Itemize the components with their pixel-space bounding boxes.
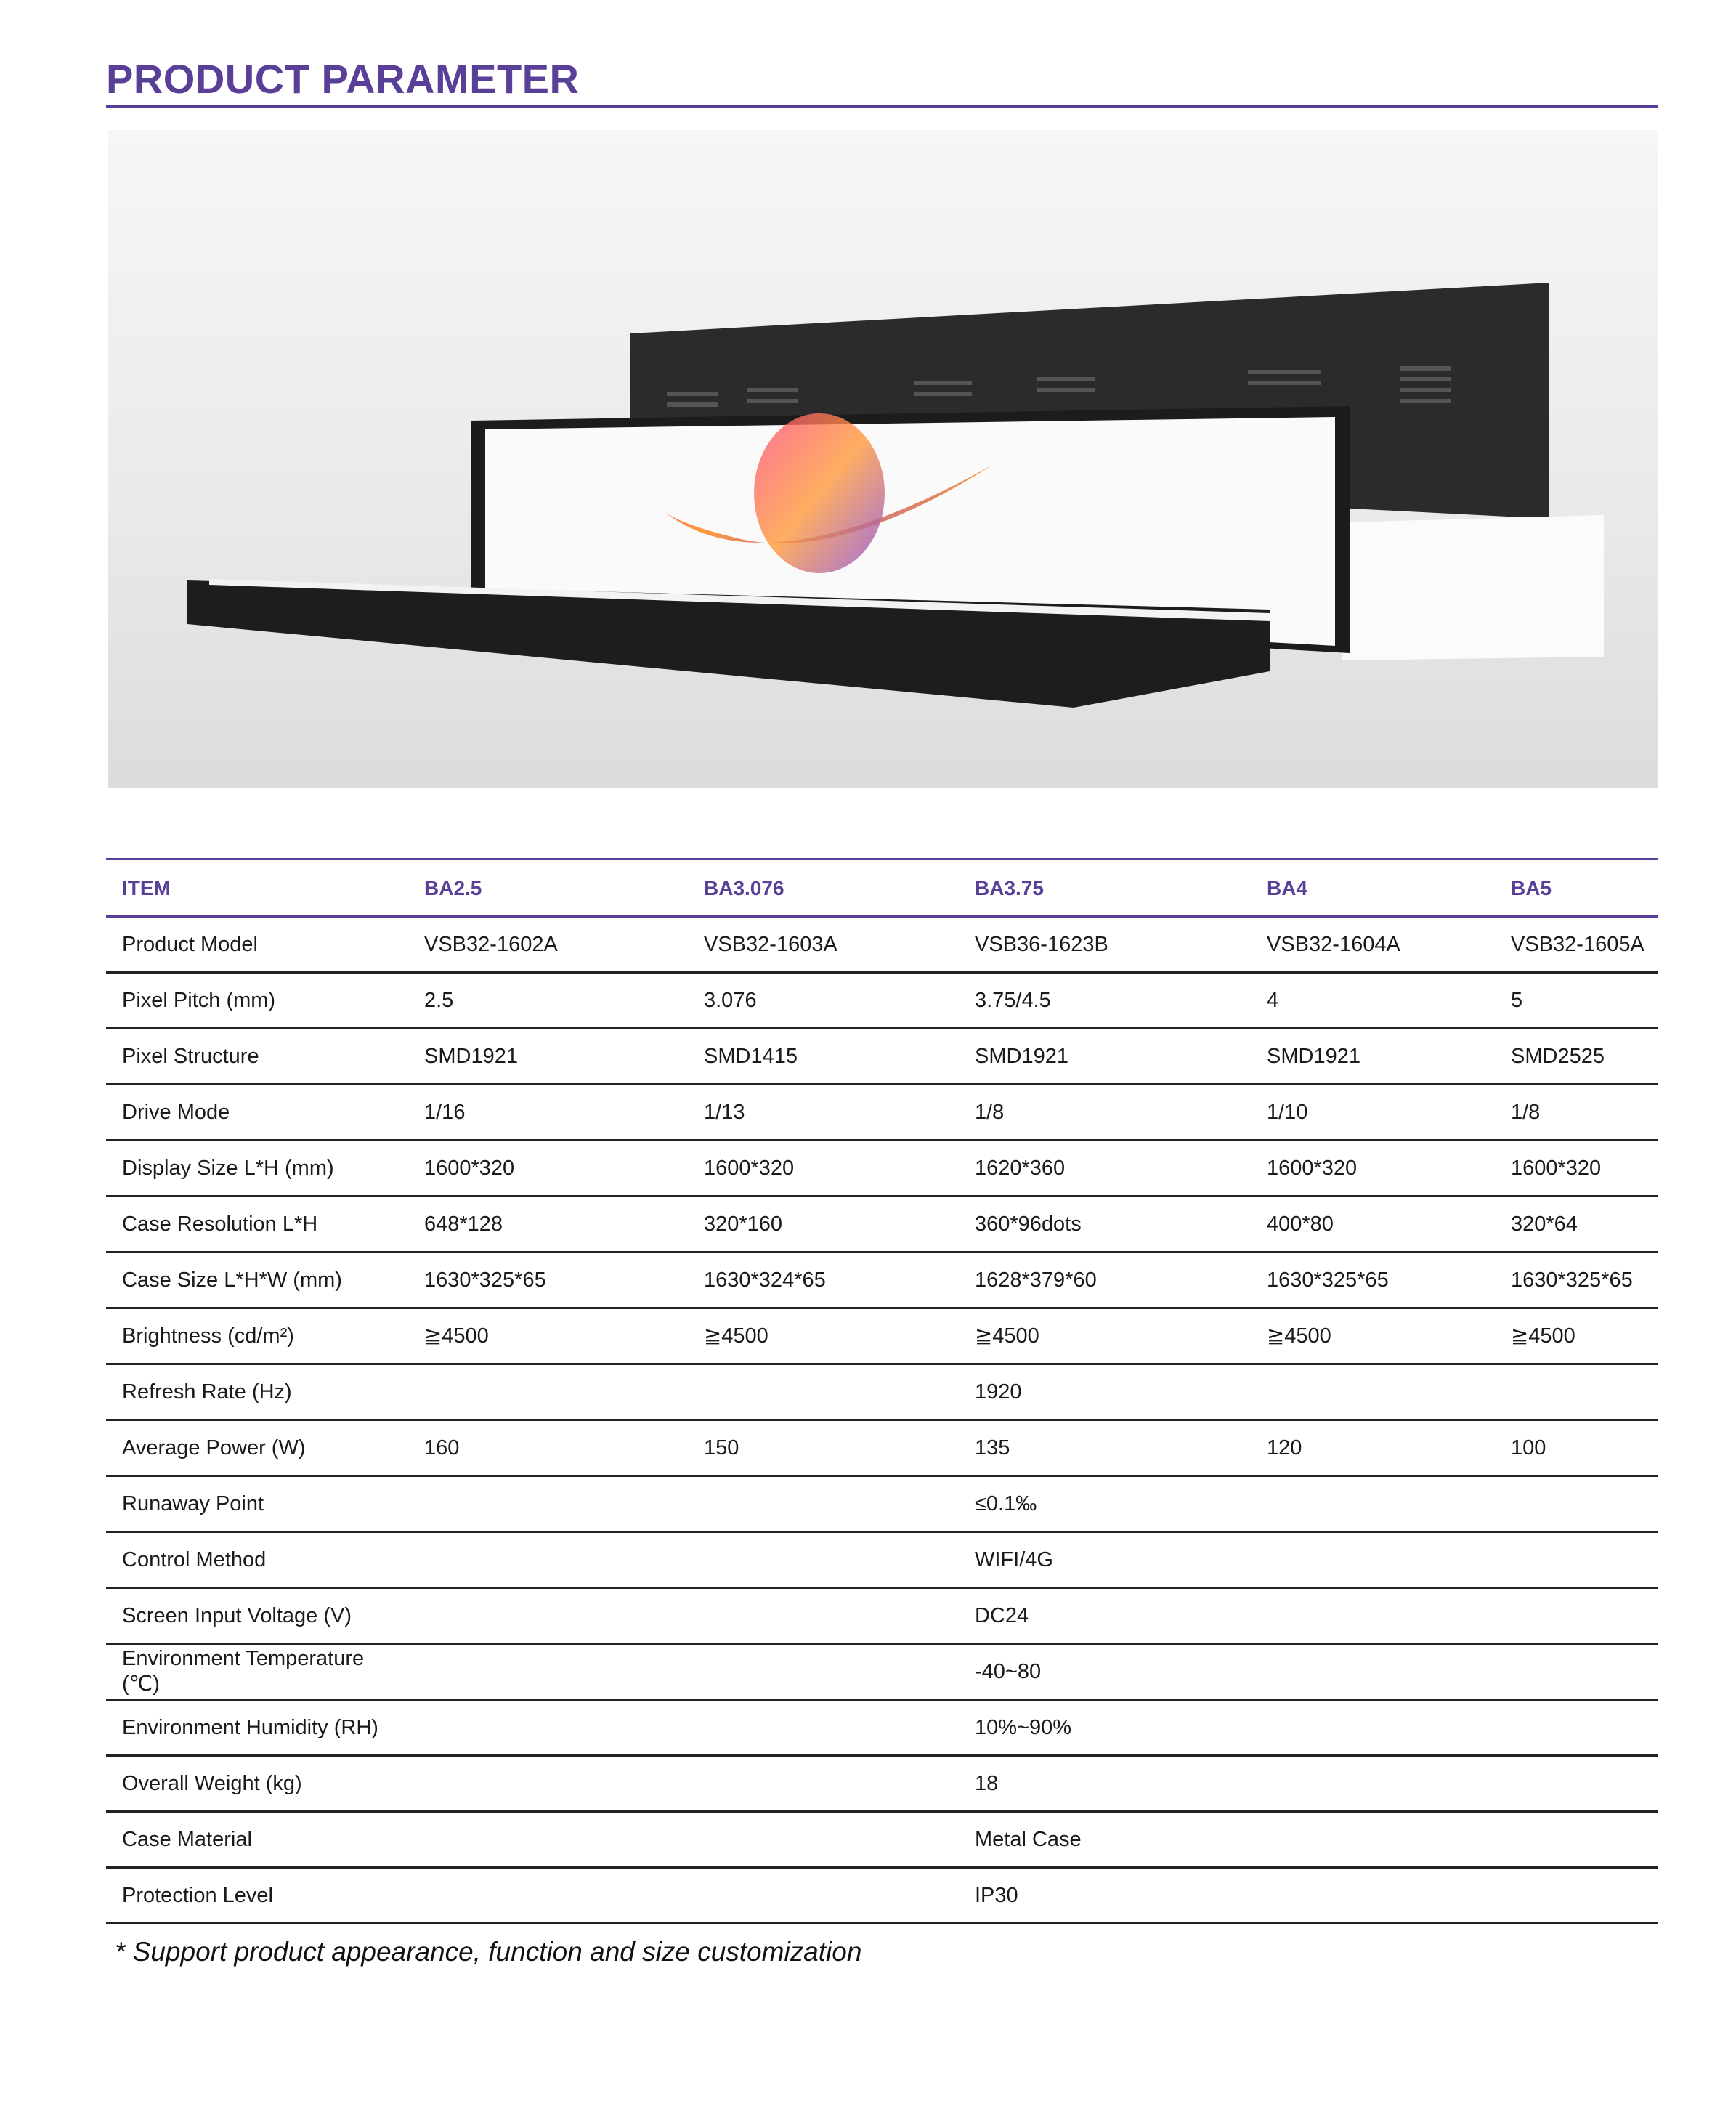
row-value: 1628*379*60 <box>975 1268 1097 1292</box>
row-value: 2.5 <box>424 988 454 1012</box>
row-value: 1/13 <box>704 1100 745 1124</box>
row-value: 1620*360 <box>975 1156 1066 1180</box>
row-label: Control Method <box>122 1547 267 1571</box>
row-value: 1630*325*65 <box>1511 1268 1633 1292</box>
table-row <box>106 1813 1658 1869</box>
row-value: 360*96dots <box>975 1212 1082 1236</box>
row-label: Environment Humidity (RH) <box>122 1715 378 1739</box>
row-label: Protection Level <box>122 1883 273 1907</box>
row-value: 5 <box>1511 988 1523 1012</box>
table-row <box>106 1085 1658 1141</box>
row-value: 3.076 <box>704 988 757 1012</box>
row-label: Overall Weight (kg) <box>122 1771 302 1795</box>
table-row <box>106 1421 1658 1477</box>
row-label: Case Material <box>122 1827 252 1851</box>
row-label: Brightness (cd/m²) <box>122 1324 294 1348</box>
header-model: BA2.5 <box>424 876 482 899</box>
title-divider <box>106 105 1658 108</box>
header-model: BA5 <box>1511 876 1552 899</box>
row-label: Display Size L*H (mm) <box>122 1156 334 1180</box>
row-value: SMD1921 <box>1267 1044 1360 1068</box>
row-label: Drive Mode <box>122 1100 230 1124</box>
row-label: Case Resolution L*H <box>122 1212 318 1236</box>
row-value: 150 <box>704 1436 739 1460</box>
row-value: 135 <box>975 1436 1010 1460</box>
row-value: ≧4500 <box>704 1324 768 1348</box>
row-common-value: 10%~90% <box>975 1715 1072 1739</box>
table-row <box>106 974 1658 1029</box>
row-value: 3.75/4.5 <box>975 988 1051 1012</box>
table-row <box>106 1701 1658 1757</box>
row-label: Environment Temperature (℃) <box>122 1647 365 1696</box>
row-label: Case Size L*H*W (mm) <box>122 1268 342 1292</box>
table-row <box>106 1029 1658 1085</box>
table-row <box>106 1365 1658 1421</box>
table-row <box>106 1869 1658 1924</box>
row-value: ≧4500 <box>1511 1324 1575 1348</box>
row-value: SMD1921 <box>424 1044 518 1068</box>
row-value: SMD1921 <box>975 1044 1068 1068</box>
row-value: 1600*320 <box>1267 1156 1358 1180</box>
row-common-value: 18 <box>975 1771 999 1795</box>
row-label: Screen Input Voltage (V) <box>122 1603 352 1627</box>
row-value: 1630*325*65 <box>1267 1268 1389 1292</box>
row-value: VSB32-1604A <box>1267 932 1400 956</box>
row-value: 648*128 <box>424 1212 503 1236</box>
row-value: SMD2525 <box>1511 1044 1605 1068</box>
product-photo <box>108 130 1658 788</box>
row-value: ≧4500 <box>424 1324 489 1348</box>
row-common-value: -40~80 <box>975 1659 1042 1683</box>
row-label: Average Power (W) <box>122 1436 306 1460</box>
footnote: * Support product appearance, function and size customization <box>115 1937 862 1967</box>
row-value: SMD1415 <box>704 1044 798 1068</box>
row-value: 320*160 <box>704 1212 783 1236</box>
table-row <box>106 1589 1658 1645</box>
row-common-value: WIFI/4G <box>975 1547 1053 1571</box>
table-header-row <box>106 860 1658 918</box>
row-value: ≧4500 <box>975 1324 1039 1348</box>
row-value: 1630*325*65 <box>424 1268 546 1292</box>
row-label: Pixel Pitch (mm) <box>122 988 276 1012</box>
row-value: 1630*324*65 <box>704 1268 826 1292</box>
row-value: 100 <box>1511 1436 1546 1460</box>
row-label: Runaway Point <box>122 1491 264 1515</box>
page-title: PRODUCT PARAMETER <box>106 56 580 102</box>
row-label: Refresh Rate (Hz) <box>122 1380 292 1404</box>
row-value: 1600*320 <box>1511 1156 1602 1180</box>
row-value: 320*64 <box>1511 1212 1578 1236</box>
header-model: BA3.75 <box>975 876 1044 899</box>
row-value: 4 <box>1267 988 1279 1012</box>
row-value: VSB32-1605A <box>1511 932 1644 956</box>
row-common-value: Metal Case <box>975 1827 1082 1851</box>
row-value: 1/16 <box>424 1100 466 1124</box>
row-value: 1600*320 <box>704 1156 795 1180</box>
table-row <box>106 1197 1658 1253</box>
table-row <box>106 1253 1658 1309</box>
row-common-value: DC24 <box>975 1603 1029 1627</box>
row-value: 1/8 <box>1511 1100 1541 1124</box>
table-row <box>106 1477 1658 1533</box>
row-common-value: IP30 <box>975 1883 1018 1907</box>
row-value: VSB36-1623B <box>975 932 1108 956</box>
spec-table <box>106 858 1658 1924</box>
header-item: ITEM <box>122 876 171 899</box>
table-row <box>106 1141 1658 1197</box>
table-row <box>106 1533 1658 1589</box>
row-value: 1/10 <box>1267 1100 1308 1124</box>
row-common-value: 1920 <box>975 1380 1022 1404</box>
table-row <box>106 1757 1658 1813</box>
table-row <box>106 918 1658 974</box>
row-value: 1600*320 <box>424 1156 515 1180</box>
row-value: 400*80 <box>1267 1212 1334 1236</box>
row-label: Product Model <box>122 932 258 956</box>
table-row <box>106 1645 1658 1701</box>
header-model: BA4 <box>1267 876 1308 899</box>
row-label: Pixel Structure <box>122 1044 259 1068</box>
row-common-value: ≤0.1‰ <box>975 1491 1037 1515</box>
header-model: BA3.076 <box>704 876 784 899</box>
row-value: 1/8 <box>975 1100 1005 1124</box>
row-value: VSB32-1603A <box>704 932 837 956</box>
row-value: 120 <box>1267 1436 1302 1460</box>
row-value: 160 <box>424 1436 460 1460</box>
row-value: VSB32-1602A <box>424 932 558 956</box>
table-row <box>106 1309 1658 1365</box>
row-value: ≧4500 <box>1267 1324 1331 1348</box>
